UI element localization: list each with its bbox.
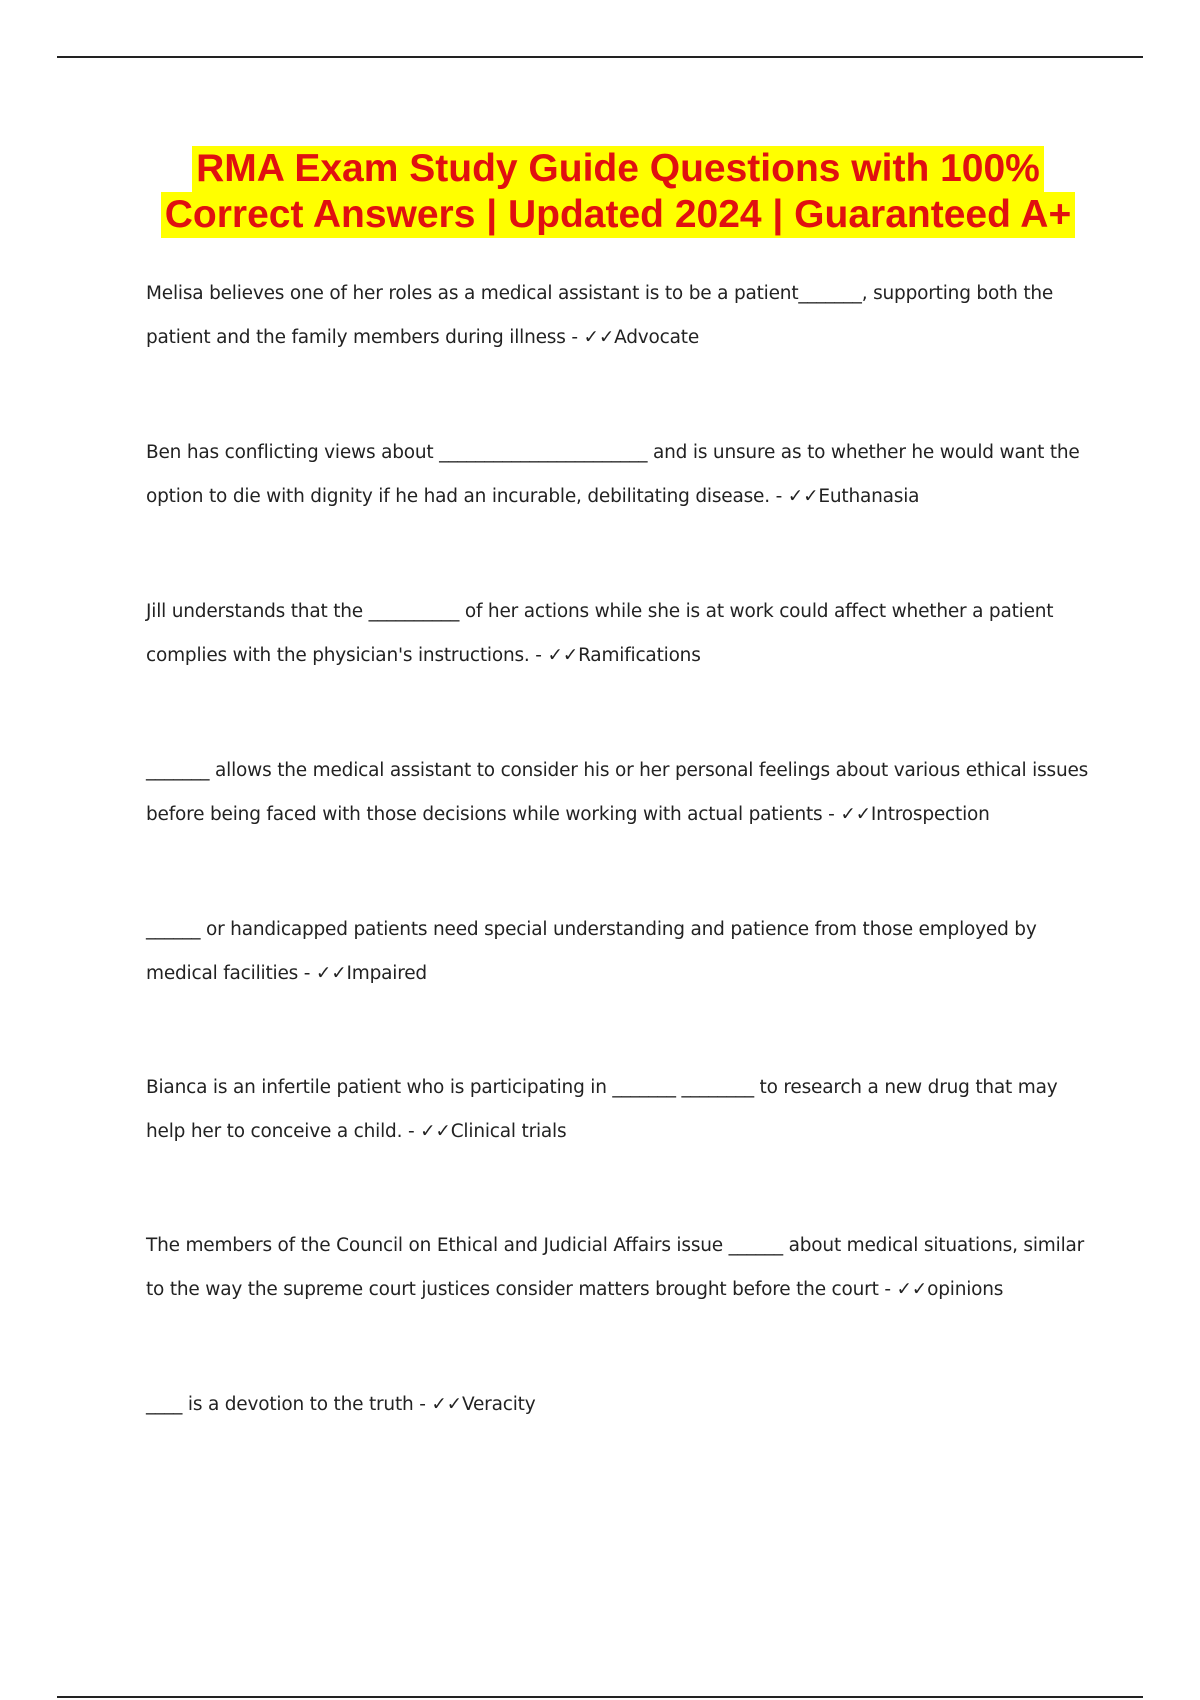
document-title — [144, 146, 1092, 238]
double-check-icon: ✓✓ — [420, 1121, 451, 1142]
question-text: Ben has conflicting views about _______________________ and is unsure as to whether he would want the option to die with dignity if he had an incurable, debilitating disease. — [146, 442, 1080, 507]
answer-text: Introspection — [870, 804, 990, 825]
separator: - — [878, 1279, 897, 1300]
answer-text: Ramifications — [578, 645, 701, 666]
double-check-icon: ✓✓ — [896, 1279, 928, 1300]
double-check-icon: ✓✓ — [431, 1394, 462, 1415]
separator: - — [822, 804, 841, 825]
question-text: Jill understands that the __________ of her actions while she is at work could affect whether a patient complies with the physician's instructions. — [146, 601, 1054, 666]
question-item-3 — [146, 590, 1096, 678]
question-item-7 — [146, 1224, 1096, 1312]
question-text: ____ is a devotion to the truth — [146, 1394, 414, 1415]
question-text: The members of the Council on Ethical and Judicial Affairs issue ______ about medical situations, similar to the way the supreme court justices consider matters brought before the court — [146, 1235, 1085, 1300]
answer-text: Veracity — [461, 1394, 536, 1415]
double-check-icon: ✓✓ — [315, 963, 347, 984]
double-check-icon: ✓✓ — [840, 804, 871, 825]
separator: - — [565, 327, 584, 348]
separator: - — [298, 963, 316, 984]
separator: - — [769, 486, 788, 507]
answer-text: Euthanasia — [818, 486, 920, 507]
double-check-icon: ✓✓ — [583, 327, 615, 348]
separator: - — [413, 1394, 432, 1415]
question-item-2 — [146, 431, 1096, 519]
answer-text: Impaired — [346, 963, 427, 984]
title-line-1: RMA Exam Study Guide Questions with 100% — [192, 146, 1044, 192]
question-text: Melisa believes one of her roles as a medical assistant is to be a patient_______, supporting both the patient and the family members during illness — [146, 283, 1054, 348]
double-check-icon: ✓✓ — [787, 486, 819, 507]
question-item-8 — [146, 1383, 1096, 1427]
answer-text: Clinical trials — [450, 1121, 567, 1142]
question-item-5 — [146, 908, 1096, 996]
separator: - — [529, 645, 548, 666]
double-check-icon: ✓✓ — [547, 645, 579, 666]
question-text: ______ or handicapped patients need special understanding and patience from those employed by medical facilities — [146, 919, 1037, 984]
bottom-rule — [57, 1696, 1143, 1698]
answer-text: Advocate — [614, 327, 700, 348]
question-item-6 — [146, 1066, 1096, 1154]
question-text: _______ allows the medical assistant to consider his or her personal feelings about various ethical issues before being faced with those decisions while working with actual patients — [146, 760, 1089, 825]
top-rule — [57, 56, 1143, 58]
question-list — [146, 272, 1096, 1472]
separator: - — [402, 1121, 421, 1142]
answer-text: opinions — [927, 1279, 1004, 1300]
title-line-2: Correct Answers | Updated 2024 | Guaranteed A+ — [161, 192, 1075, 238]
question-item-1 — [146, 272, 1096, 360]
question-text: Bianca is an infertile patient who is participating in _______ ________ to research a new drug that may help her to conceive a child. — [146, 1077, 1058, 1142]
question-item-4 — [146, 749, 1096, 837]
